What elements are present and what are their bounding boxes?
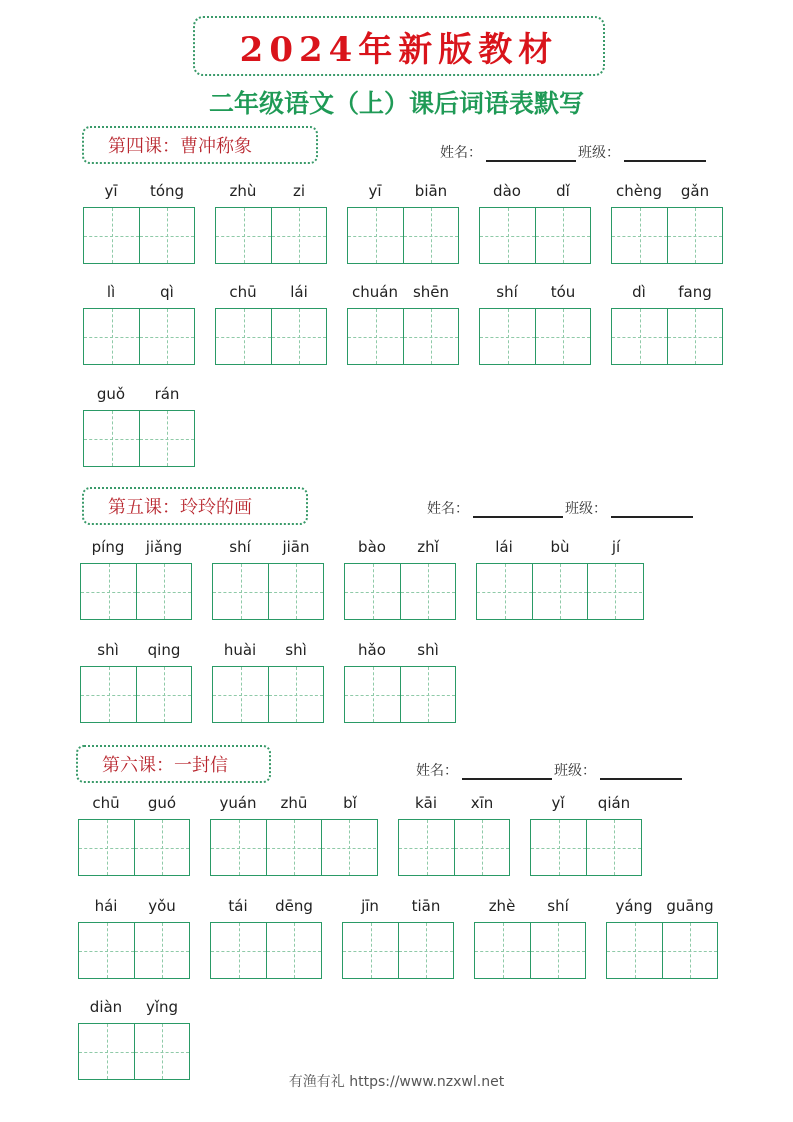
word-group bbox=[479, 183, 591, 264]
tianzige-cell[interactable] bbox=[612, 208, 667, 263]
word-row bbox=[78, 795, 642, 876]
pinyin: kāi bbox=[414, 794, 438, 812]
class-input-line[interactable] bbox=[600, 762, 682, 780]
lesson-title-box bbox=[82, 487, 308, 525]
pinyin: hái bbox=[94, 897, 118, 915]
page-title: 2024年新版教材 bbox=[239, 29, 559, 70]
pinyin: guāng bbox=[666, 897, 714, 915]
pinyin: rán bbox=[154, 385, 180, 403]
word-group bbox=[476, 539, 644, 620]
pinyin: yī bbox=[368, 182, 382, 200]
page-subtitle: 二年级语文（上）课后词语表默写 bbox=[208, 89, 584, 118]
tianzige-cell[interactable] bbox=[454, 820, 509, 875]
writing-grid bbox=[215, 207, 327, 264]
pinyin-row bbox=[344, 642, 456, 658]
word-group bbox=[215, 284, 327, 365]
tianzige-cell[interactable] bbox=[348, 208, 403, 263]
pinyin-row bbox=[476, 539, 644, 555]
word-group bbox=[83, 183, 195, 264]
writing-grid bbox=[479, 207, 591, 264]
pinyin: qián bbox=[597, 794, 631, 812]
tianzige-cell[interactable] bbox=[268, 564, 323, 619]
pinyin: bào bbox=[358, 538, 386, 556]
writing-grid bbox=[212, 563, 324, 620]
word-group bbox=[611, 284, 723, 365]
tianzige-cell[interactable] bbox=[136, 564, 191, 619]
tianzige-cell[interactable] bbox=[480, 309, 535, 364]
word-group bbox=[210, 795, 378, 876]
tianzige-cell[interactable] bbox=[403, 208, 458, 263]
word-group bbox=[210, 898, 322, 979]
writing-grid bbox=[611, 207, 723, 264]
word-group bbox=[83, 386, 195, 467]
tianzige-cell[interactable] bbox=[343, 923, 398, 978]
tianzige-cell[interactable] bbox=[667, 208, 722, 263]
pinyin-row bbox=[83, 284, 195, 300]
word-group bbox=[611, 183, 723, 264]
tianzige-cell[interactable] bbox=[403, 309, 458, 364]
pinyin: lái bbox=[495, 538, 513, 556]
pinyin: dǐ bbox=[556, 182, 570, 200]
word-group bbox=[212, 642, 324, 723]
tianzige-cell[interactable] bbox=[139, 208, 194, 263]
tianzige-cell[interactable] bbox=[81, 564, 136, 619]
name-class-field bbox=[416, 760, 684, 780]
pinyin-row bbox=[611, 183, 723, 199]
pinyin-row bbox=[212, 539, 324, 555]
pinyin-row bbox=[78, 795, 190, 811]
word-row bbox=[83, 386, 195, 467]
footer-watermark: 有渔有礼 https://www.nzxwl.net bbox=[288, 1074, 505, 1090]
pinyin: shì bbox=[97, 641, 119, 659]
pinyin: yī bbox=[104, 182, 118, 200]
pinyin-row bbox=[80, 642, 192, 658]
pinyin: jiān bbox=[282, 538, 310, 556]
pinyin-row bbox=[479, 284, 591, 300]
pinyin: bù bbox=[550, 538, 570, 556]
tianzige-cell[interactable] bbox=[532, 564, 587, 619]
pinyin: chèng bbox=[615, 182, 662, 200]
pinyin: zhù bbox=[229, 182, 257, 200]
word-group bbox=[80, 539, 192, 620]
word-group bbox=[606, 898, 718, 979]
writing-grid bbox=[606, 922, 718, 979]
pinyin: jiǎng bbox=[145, 538, 183, 556]
word-group bbox=[344, 642, 456, 723]
word-row bbox=[78, 999, 190, 1080]
pinyin: zhǐ bbox=[417, 538, 439, 556]
tianzige-cell[interactable] bbox=[84, 411, 139, 466]
word-group bbox=[83, 284, 195, 365]
writing-grid bbox=[83, 207, 195, 264]
tianzige-cell[interactable] bbox=[400, 667, 455, 722]
pinyin-row bbox=[530, 795, 642, 811]
pinyin: yáng bbox=[615, 897, 653, 915]
writing-grid bbox=[347, 207, 459, 264]
pinyin: tóu bbox=[550, 283, 576, 301]
pinyin-row bbox=[80, 539, 192, 555]
class-label: 班级： bbox=[578, 145, 620, 161]
tianzige-cell[interactable] bbox=[268, 667, 323, 722]
word-group bbox=[347, 183, 459, 264]
tianzige-cell[interactable] bbox=[345, 564, 400, 619]
writing-grid bbox=[398, 819, 510, 876]
writing-grid bbox=[479, 308, 591, 365]
tianzige-cell[interactable] bbox=[266, 923, 321, 978]
word-row bbox=[83, 183, 723, 264]
tianzige-cell[interactable] bbox=[399, 820, 454, 875]
pinyin: shí bbox=[229, 538, 251, 556]
writing-grid bbox=[342, 922, 454, 979]
tianzige-cell[interactable] bbox=[530, 923, 585, 978]
tianzige-cell[interactable] bbox=[211, 923, 266, 978]
tianzige-cell[interactable] bbox=[607, 923, 662, 978]
pinyin: qing bbox=[147, 641, 181, 659]
lesson-title-box bbox=[82, 126, 318, 164]
word-group bbox=[78, 999, 190, 1080]
pinyin-row bbox=[83, 183, 195, 199]
pinyin: shí bbox=[496, 283, 518, 301]
pinyin-row bbox=[78, 999, 190, 1015]
tianzige-cell[interactable] bbox=[79, 923, 134, 978]
pinyin-row bbox=[342, 898, 454, 914]
pinyin: bǐ bbox=[343, 794, 357, 812]
pinyin-row bbox=[479, 183, 591, 199]
class-label: 班级： bbox=[554, 763, 596, 779]
tianzige-cell[interactable] bbox=[477, 564, 532, 619]
tianzige-cell[interactable] bbox=[587, 564, 642, 619]
tianzige-cell[interactable] bbox=[271, 208, 326, 263]
pinyin-row bbox=[83, 386, 195, 402]
pinyin-row bbox=[210, 898, 322, 914]
writing-grid bbox=[344, 666, 456, 723]
pinyin-row bbox=[78, 898, 190, 914]
pinyin: chū bbox=[229, 283, 257, 301]
pinyin: shēn bbox=[412, 283, 450, 301]
pinyin: dēng bbox=[275, 897, 313, 915]
pinyin: xīn bbox=[470, 794, 494, 812]
pinyin-row bbox=[215, 284, 327, 300]
pinyin: dào bbox=[493, 182, 521, 200]
word-group bbox=[479, 284, 591, 365]
tianzige-cell[interactable] bbox=[612, 309, 667, 364]
tianzige-cell[interactable] bbox=[216, 309, 271, 364]
word-group bbox=[530, 795, 642, 876]
pinyin: zi bbox=[292, 182, 306, 200]
pinyin: chū bbox=[92, 794, 120, 812]
tianzige-cell[interactable] bbox=[400, 564, 455, 619]
tianzige-cell[interactable] bbox=[475, 923, 530, 978]
tianzige-cell[interactable] bbox=[535, 309, 590, 364]
pinyin: gǎn bbox=[680, 182, 710, 200]
tianzige-cell[interactable] bbox=[213, 564, 268, 619]
pinyin: jīn bbox=[361, 897, 379, 915]
word-group bbox=[215, 183, 327, 264]
pinyin: chuán bbox=[352, 283, 398, 301]
lesson-title: 第六课：一封信 bbox=[102, 755, 228, 776]
writing-grid bbox=[210, 922, 322, 979]
pinyin-row bbox=[347, 284, 459, 300]
pinyin: zhū bbox=[280, 794, 308, 812]
tianzige-cell[interactable] bbox=[84, 208, 139, 263]
tianzige-cell[interactable] bbox=[84, 309, 139, 364]
tianzige-cell[interactable] bbox=[79, 820, 134, 875]
pinyin: zhè bbox=[488, 897, 516, 915]
name-input-line[interactable] bbox=[462, 762, 552, 780]
lesson-title: 第五课：玲玲的画 bbox=[108, 497, 252, 518]
pinyin: shí bbox=[547, 897, 569, 915]
writing-grid bbox=[210, 819, 378, 876]
tianzige-cell[interactable] bbox=[662, 923, 717, 978]
pinyin: shì bbox=[285, 641, 307, 659]
word-group bbox=[212, 539, 324, 620]
writing-grid bbox=[611, 308, 723, 365]
tianzige-cell[interactable] bbox=[213, 667, 268, 722]
word-group bbox=[398, 795, 510, 876]
tianzige-cell[interactable] bbox=[216, 208, 271, 263]
pinyin-row bbox=[344, 539, 456, 555]
tianzige-cell[interactable] bbox=[139, 309, 194, 364]
writing-grid bbox=[474, 922, 586, 979]
word-row bbox=[80, 642, 456, 723]
pinyin-row bbox=[611, 284, 723, 300]
word-row bbox=[78, 898, 718, 979]
pinyin: fang bbox=[678, 283, 712, 301]
word-group bbox=[474, 898, 586, 979]
pinyin-row bbox=[398, 795, 510, 811]
tianzige-cell[interactable] bbox=[586, 820, 641, 875]
word-group bbox=[344, 539, 456, 620]
lesson-title: 第四课：曹冲称象 bbox=[108, 136, 252, 157]
name-class-field bbox=[427, 498, 695, 518]
pinyin: guó bbox=[147, 794, 177, 812]
word-row bbox=[83, 284, 723, 365]
word-group bbox=[80, 642, 192, 723]
pinyin: yǐ bbox=[551, 794, 565, 812]
pinyin: tóng bbox=[149, 182, 185, 200]
pinyin: shì bbox=[417, 641, 439, 659]
pinyin: diàn bbox=[89, 998, 123, 1016]
writing-grid bbox=[83, 410, 195, 467]
name-label: 姓名： bbox=[416, 763, 458, 779]
pinyin: yuán bbox=[219, 794, 257, 812]
word-group bbox=[342, 898, 454, 979]
pinyin-row bbox=[212, 642, 324, 658]
pinyin: hǎo bbox=[358, 641, 386, 659]
tianzige-cell[interactable] bbox=[139, 411, 194, 466]
pinyin-row bbox=[474, 898, 586, 914]
writing-grid bbox=[530, 819, 642, 876]
tianzige-cell[interactable] bbox=[266, 820, 321, 875]
writing-grid bbox=[80, 666, 192, 723]
pinyin: lì bbox=[106, 283, 116, 301]
tianzige-cell[interactable] bbox=[348, 309, 403, 364]
tianzige-cell[interactable] bbox=[321, 820, 376, 875]
writing-grid bbox=[78, 922, 190, 979]
lesson-title-box bbox=[76, 745, 271, 783]
pinyin: tái bbox=[228, 897, 248, 915]
name-label: 姓名： bbox=[427, 501, 469, 517]
pinyin: jí bbox=[611, 538, 621, 556]
pinyin: tiān bbox=[411, 897, 441, 915]
pinyin: biān bbox=[414, 182, 448, 200]
writing-grid bbox=[215, 308, 327, 365]
name-label: 姓名： bbox=[440, 145, 482, 161]
class-input-line[interactable] bbox=[611, 500, 693, 518]
tianzige-cell[interactable] bbox=[136, 667, 191, 722]
tianzige-cell[interactable] bbox=[81, 667, 136, 722]
writing-grid bbox=[476, 563, 644, 620]
name-input-line[interactable] bbox=[473, 500, 563, 518]
tianzige-cell[interactable] bbox=[531, 820, 586, 875]
pinyin: lái bbox=[290, 283, 308, 301]
pinyin-row bbox=[210, 795, 378, 811]
pinyin: dì bbox=[632, 283, 646, 301]
pinyin: huài bbox=[223, 641, 257, 659]
word-group bbox=[347, 284, 459, 365]
writing-grid bbox=[80, 563, 192, 620]
name-class-field bbox=[440, 142, 708, 162]
pinyin-row bbox=[347, 183, 459, 199]
pinyin: píng bbox=[91, 538, 125, 556]
writing-grid bbox=[78, 819, 190, 876]
pinyin: yǐng bbox=[145, 998, 179, 1016]
tianzige-cell[interactable] bbox=[211, 820, 266, 875]
writing-grid bbox=[83, 308, 195, 365]
word-group bbox=[78, 795, 190, 876]
class-input-line[interactable] bbox=[624, 144, 706, 162]
pinyin: yǒu bbox=[148, 897, 176, 915]
tianzige-cell[interactable] bbox=[480, 208, 535, 263]
pinyin: qì bbox=[160, 283, 174, 301]
pinyin-row bbox=[606, 898, 718, 914]
tianzige-cell[interactable] bbox=[535, 208, 590, 263]
name-input-line[interactable] bbox=[486, 144, 576, 162]
tianzige-cell[interactable] bbox=[271, 309, 326, 364]
tianzige-cell[interactable] bbox=[667, 309, 722, 364]
class-label: 班级： bbox=[565, 501, 607, 517]
tianzige-cell[interactable] bbox=[398, 923, 453, 978]
pinyin: guǒ bbox=[96, 385, 126, 403]
tianzige-cell[interactable] bbox=[134, 923, 189, 978]
title-banner bbox=[193, 16, 605, 76]
word-row bbox=[80, 539, 644, 620]
writing-grid bbox=[347, 308, 459, 365]
writing-grid bbox=[212, 666, 324, 723]
tianzige-cell[interactable] bbox=[134, 820, 189, 875]
tianzige-cell[interactable] bbox=[345, 667, 400, 722]
word-group bbox=[78, 898, 190, 979]
pinyin-row bbox=[215, 183, 327, 199]
writing-grid bbox=[344, 563, 456, 620]
